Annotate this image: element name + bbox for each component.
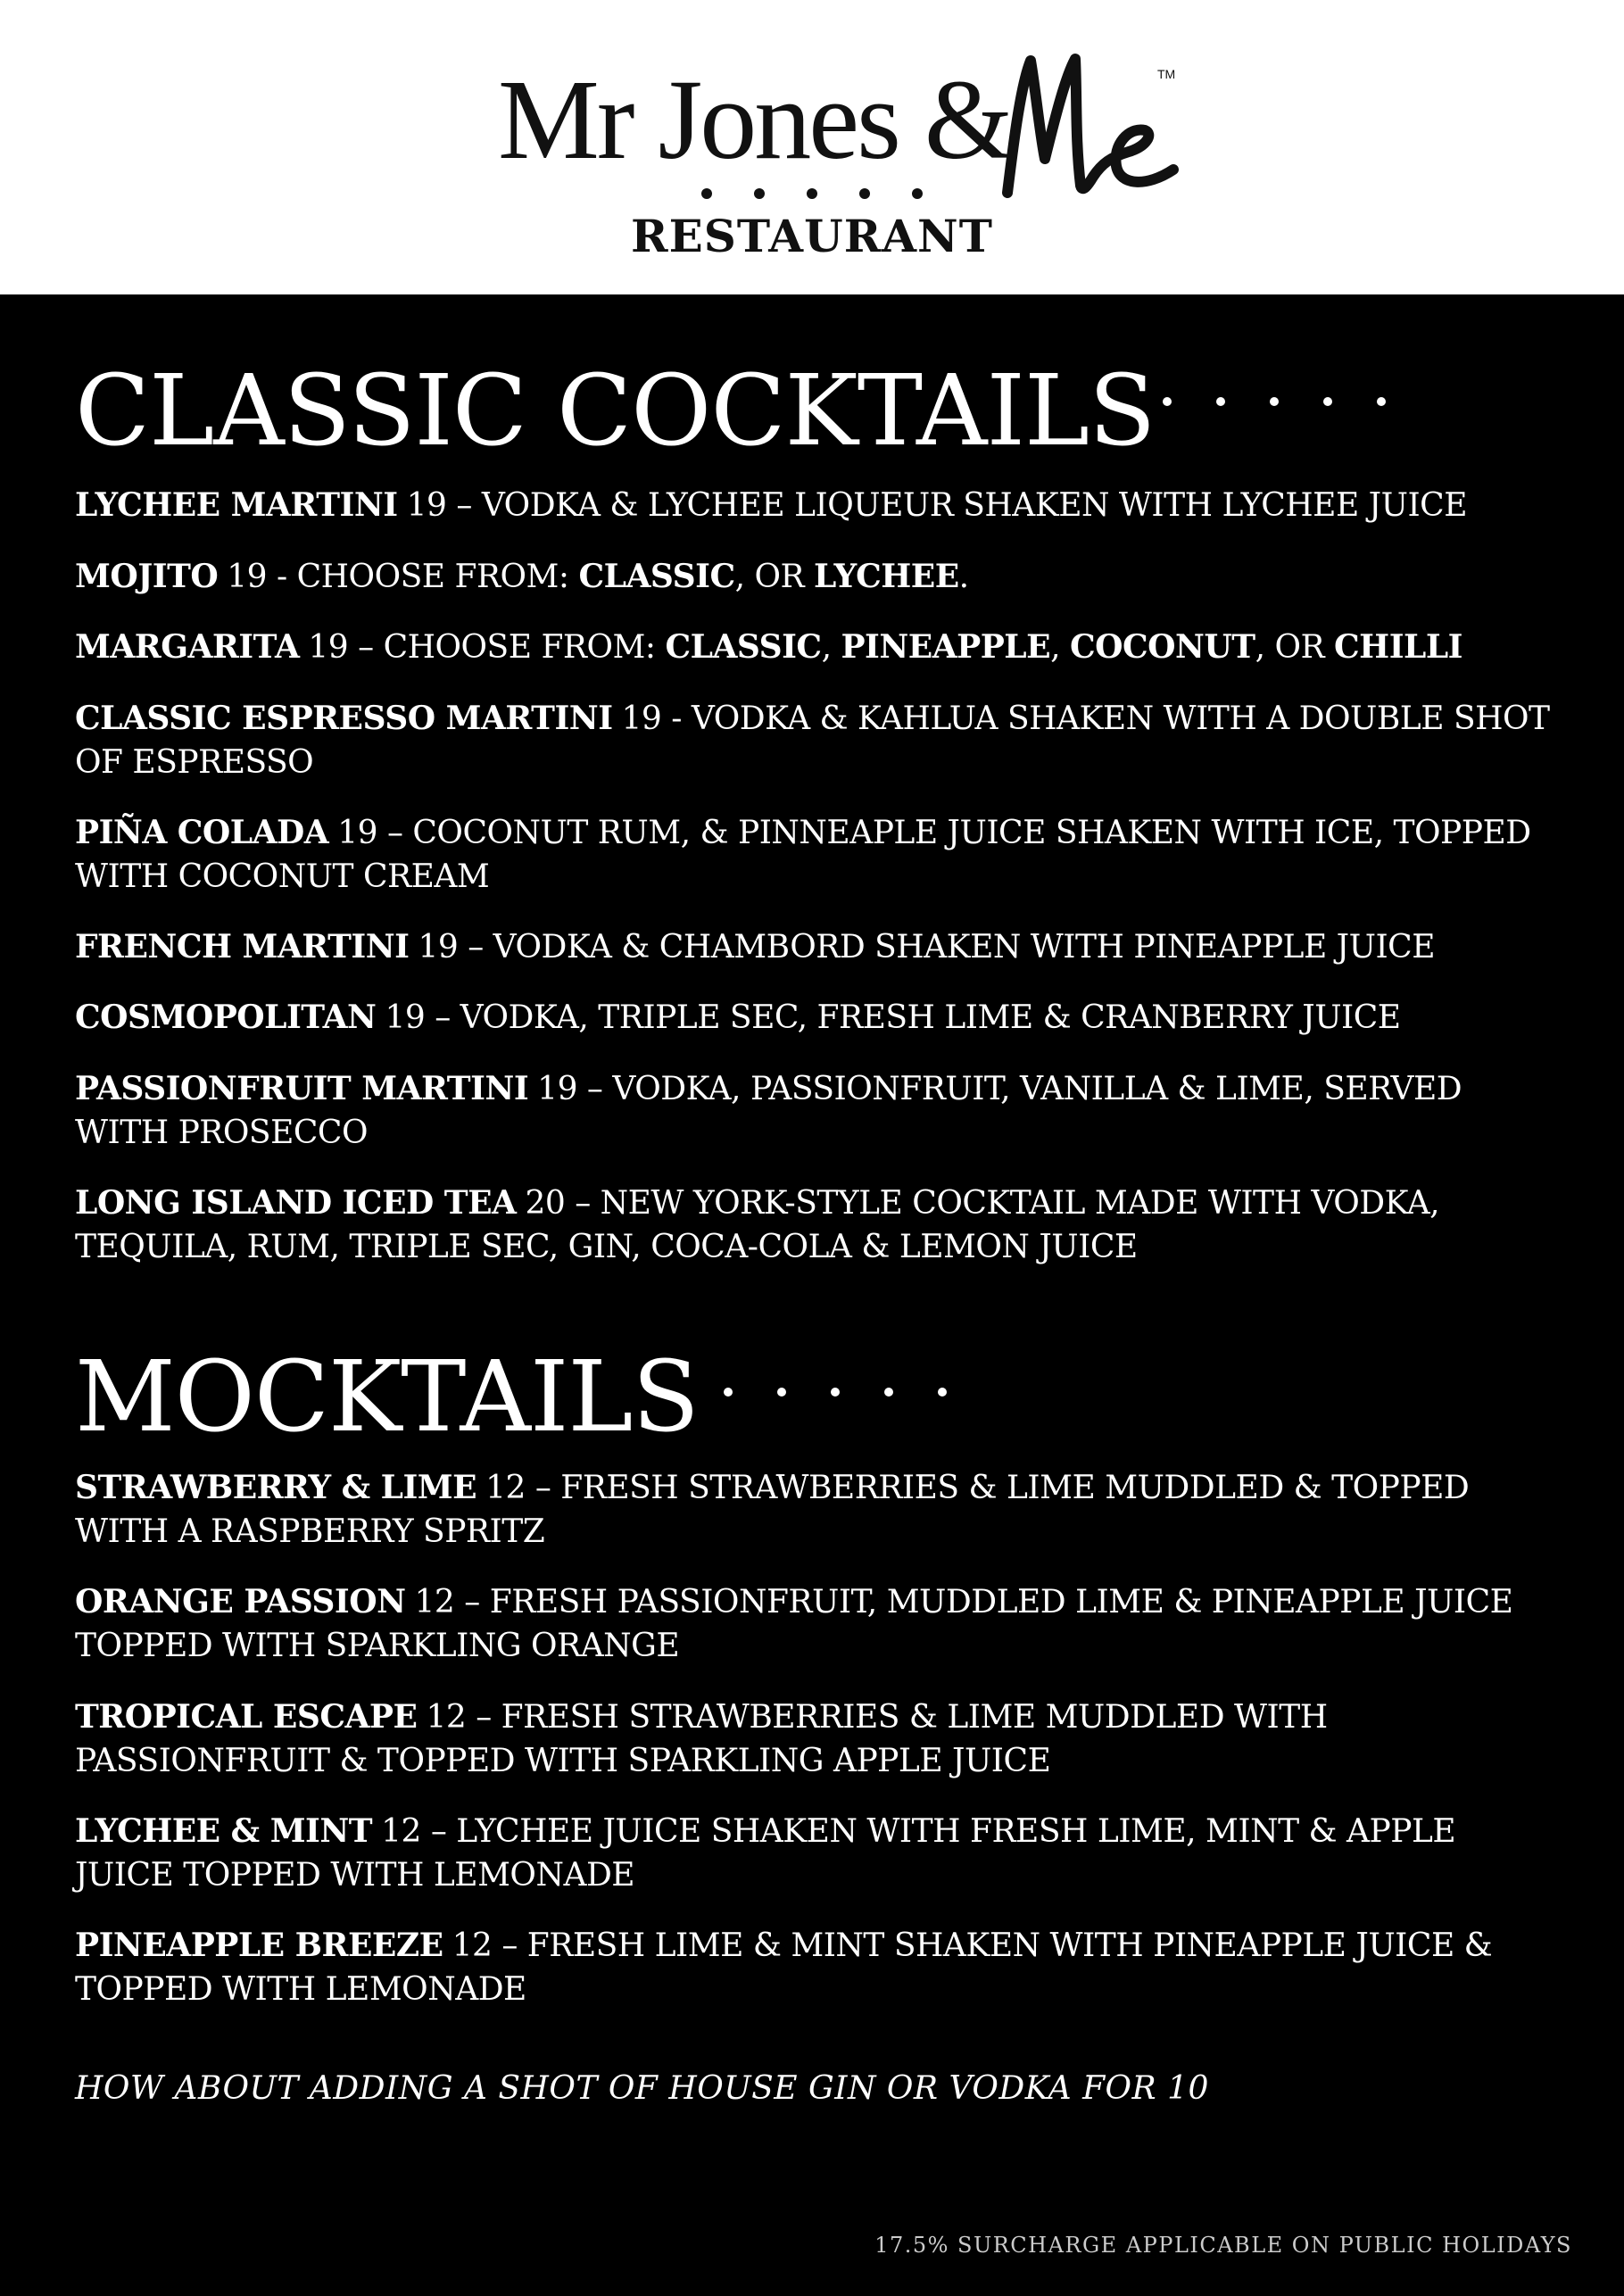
logo-script-me xyxy=(995,52,1191,203)
restaurant-header xyxy=(0,0,1624,294)
item-description: VODKA & CHAMBORD SHAKEN WITH PINEAPPLE JUICE xyxy=(493,929,1435,966)
item-description: VODKA, PASSIONFRUIT, VANILLA & LIME, SERVED WITH PROSECCO xyxy=(75,1071,1462,1151)
item-description: FRESH STRAWBERRIES & LIME MUDDLED & TOPPED WITH A RASPBERRY SPRITZ xyxy=(75,1470,1470,1550)
item-name: LONG ISLAND ICED TEA xyxy=(75,1184,517,1222)
menu-item: TROPICAL ESCAPE 12 – FRESH STRAWBERRIES & LIME MUDDLED WITH PASSIONFRUIT & TOPPED WITH SPARKLING APPLE JUICE xyxy=(75,1698,1328,1779)
item-description: VODKA & KAHLUA SHAKEN WITH A DOUBLE SHOT OF ESPRESSO xyxy=(75,700,1550,781)
item-name: LYCHEE MARTINI xyxy=(75,486,398,524)
item-description: VODKA & LYCHEE LIQUEUR SHAKEN WITH LYCHEE JUICE xyxy=(481,487,1467,524)
menu-item: FRENCH MARTINI 19 – VODKA & CHAMBORD SHAKEN WITH PINEAPPLE JUICE xyxy=(75,928,1435,966)
section-title-classic-cocktails: CLASSIC COCKTAILS xyxy=(75,353,1156,468)
menu-item: LYCHEE MARTINI 19 – VODKA & LYCHEE LIQUEUR SHAKEN WITH LYCHEE JUICE xyxy=(75,486,1467,524)
item-price: 19 xyxy=(385,999,426,1036)
menu-item: COSMOPOLITAN 19 – VODKA, TRIPLE SEC, FRESH LIME & CRANBERRY JUICE xyxy=(75,999,1401,1036)
menu-item: PASSIONFRUIT MARTINI 19 – VODKA, PASSIONFRUIT, VANILLA & LIME, SERVED WITH PROSECCO xyxy=(75,1070,1462,1151)
trademark-mark: TM xyxy=(1157,67,1176,81)
item-name: COSMOPOLITAN xyxy=(75,999,377,1036)
menu-item: ORANGE PASSION 12 – FRESH PASSIONFRUIT, MUDDLED LIME & PINEAPPLE JUICE TOPPED WITH SPARKLING ORANGE xyxy=(75,1583,1513,1664)
item-name: ORANGE PASSION xyxy=(75,1583,406,1620)
menu-item: MOJITO 19 - CHOOSE FROM: CLASSIC, OR LYCHEE. xyxy=(75,558,969,595)
item-price: 19 xyxy=(621,700,662,737)
menu-item: PIÑA COLADA 19 – COCONUT RUM, & PINNEAPLE JUICE SHAKEN WITH ICE, TOPPED WITH COCONUT CREAM xyxy=(75,814,1531,895)
item-price: 19 xyxy=(418,929,459,966)
item-description: FRESH PASSIONFRUIT, MUDDLED LIME & PINEAPPLE JUICE TOPPED WITH SPARKLING ORANGE xyxy=(75,1584,1513,1664)
item-price: 19 xyxy=(406,487,447,524)
logo-wordmark: Mr Jones & xyxy=(498,56,1011,183)
item-description: FRESH LIME & MINT SHAKEN WITH PINEAPPLE JUICE & TOPPED WITH LEMONADE xyxy=(75,1927,1493,2008)
title-dots-decoration xyxy=(1160,393,1410,410)
menu-item: STRAWBERRY & LIME 12 – FRESH STRAWBERRIES & LIME MUDDLED & TOPPED WITH A RASPBERRY SPRITZ xyxy=(75,1469,1470,1550)
item-name: LYCHEE & MINT xyxy=(75,1812,373,1850)
item-price: 19 xyxy=(337,815,377,851)
item-name: STRAWBERRY & LIME xyxy=(75,1469,477,1506)
add-shot-note: HOW ABOUT ADDING A SHOT OF HOUSE GIN OR VODKA FOR 10 xyxy=(75,2070,1209,2107)
section-title-mocktails: MOCKTAILS xyxy=(75,1339,699,1454)
item-price: 12 xyxy=(381,1813,421,1850)
item-price: 19 xyxy=(308,629,349,666)
item-price: 20 xyxy=(525,1185,566,1222)
item-price: 19 xyxy=(227,559,268,595)
title-dots-decoration xyxy=(721,1383,971,1401)
menu-item: LYCHEE & MINT 12 – LYCHEE JUICE SHAKEN WITH FRESH LIME, MINT & APPLE JUICE TOPPED WITH LEMONADE xyxy=(75,1812,1456,1894)
item-price: 12 xyxy=(426,1699,467,1736)
menu-item: PINEAPPLE BREEZE 12 – FRESH LIME & MINT SHAKEN WITH PINEAPPLE JUICE & TOPPED WITH LEMONADE xyxy=(75,1927,1493,2008)
surcharge-notice: 17.5% SURCHARGE APPLICABLE ON PUBLIC HOLIDAYS xyxy=(874,2233,1572,2258)
menu-item: CLASSIC ESPRESSO MARTINI 19 - VODKA & KAHLUA SHAKEN WITH A DOUBLE SHOT OF ESPRESSO xyxy=(75,700,1550,781)
item-name: CLASSIC ESPRESSO MARTINI xyxy=(75,700,613,737)
logo-dots-decoration xyxy=(698,185,926,203)
item-description: CHOOSE FROM: CLASSIC, OR LYCHEE. xyxy=(296,558,969,595)
item-name: PIÑA COLADA xyxy=(75,814,329,851)
item-price: 12 xyxy=(452,1927,493,1964)
item-price: 12 xyxy=(414,1584,455,1620)
menu-item: MARGARITA 19 – CHOOSE FROM: CLASSIC, PINEAPPLE, COCONUT, OR CHILLI xyxy=(75,628,1463,666)
logo-subtitle: RESTAURANT xyxy=(631,210,993,262)
item-name: PASSIONFRUIT MARTINI xyxy=(75,1070,529,1107)
item-description: NEW YORK-STYLE COCKTAIL MADE WITH VODKA, TEQUILA, RUM, TRIPLE SEC, GIN, COCA-COLA & LEMON JUICE xyxy=(75,1185,1440,1265)
menu-item: LONG ISLAND ICED TEA 20 – NEW YORK-STYLE COCKTAIL MADE WITH VODKA, TEQUILA, RUM, TRIPLE SEC, GIN, COCA-COLA & LEMON JUICE xyxy=(75,1184,1440,1265)
item-name: PINEAPPLE BREEZE xyxy=(75,1927,443,1964)
menu-board xyxy=(0,294,1624,2296)
item-description: LYCHEE JUICE SHAKEN WITH FRESH LIME, MINT & APPLE JUICE TOPPED WITH LEMONADE xyxy=(75,1813,1456,1894)
item-description: FRESH STRAWBERRIES & LIME MUDDLED WITH PASSIONFRUIT & TOPPED WITH SPARKLING APPLE JUICE xyxy=(75,1699,1328,1779)
item-description: COCONUT RUM, & PINNEAPLE JUICE SHAKEN WITH ICE, TOPPED WITH COCONUT CREAM xyxy=(75,815,1531,895)
item-name: TROPICAL ESCAPE xyxy=(75,1698,418,1736)
item-price: 12 xyxy=(485,1470,526,1506)
item-description: CHOOSE FROM: CLASSIC, PINEAPPLE, COCONUT, OR CHILLI xyxy=(383,628,1463,666)
item-name: MARGARITA xyxy=(75,628,300,666)
item-name: FRENCH MARTINI xyxy=(75,928,410,966)
item-description: VODKA, TRIPLE SEC, FRESH LIME & CRANBERRY JUICE xyxy=(460,999,1401,1036)
item-price: 19 xyxy=(537,1071,577,1107)
item-name: MOJITO xyxy=(75,558,219,595)
